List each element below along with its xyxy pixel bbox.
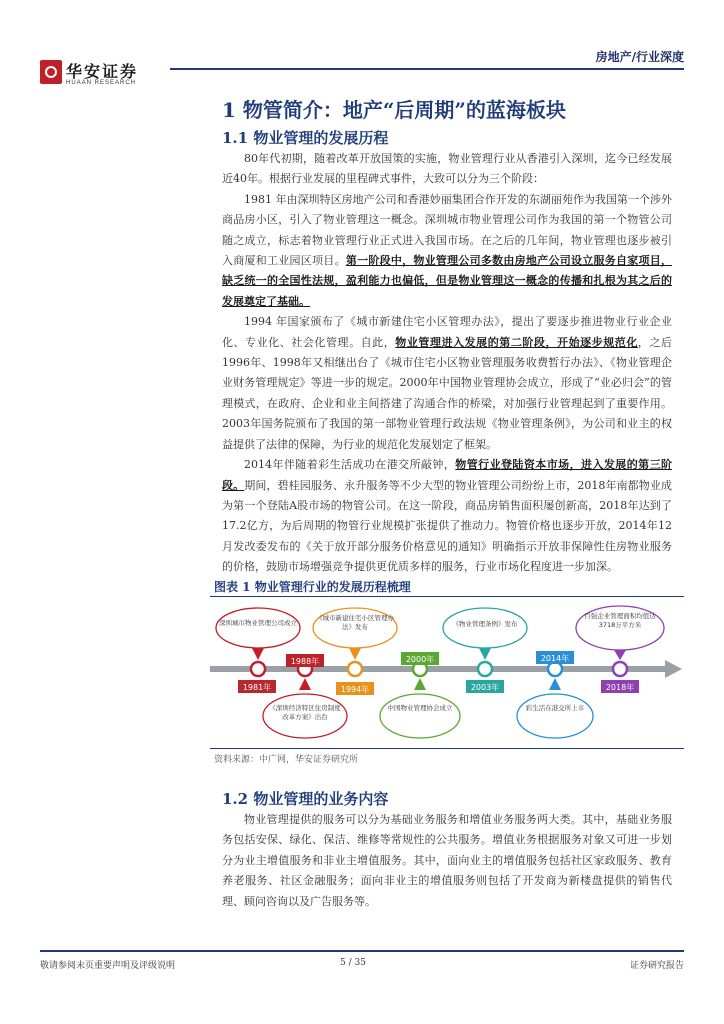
year-label: 2003年 xyxy=(470,683,500,692)
company-sub-name: HUAAN RESEARCH xyxy=(66,80,137,86)
pin-icon xyxy=(349,648,361,660)
event-label: 百强企业管理面积均值达3718万平方米 xyxy=(584,612,656,629)
event-label-wrap xyxy=(582,612,658,646)
event-label: 《物业管理条例》发布 xyxy=(452,620,518,628)
text-run: 1981 年由深圳特区房地产公司和香港妙丽集团合作开发的东湖丽苑作为我国第一个涉外商品房小区，引入了物业管理这一概念。深圳城市物业管理公司作为我国的第一个物管公司随之成立，标志着物业管理行业正式进入我国市场。在之后的几年间，物业管理也逐步被引入商厦和工业园区项目。 xyxy=(222,192,672,268)
paragraph: 物业管理提供的服务可以分为基础业务服务和增值业务服务两大类。其中，基础业务服务包括安保、绿化、保洁、维修等常规性的公共服务。增值业务根据服务对象又可进一步划分为业主增值服务和非业主增值服务。其中，面向业主的增值服务包括社区家政服务、教育养老服务、社区金融服务；面向非业主的增值服务则包括了开发商为新楼盘提供的销售代理、顾问咨询以及广告服务等。 xyxy=(222,813,672,908)
event-label: 《深圳经济特区住房制度改革方案》出台 xyxy=(269,704,341,721)
milestone-dot xyxy=(251,662,265,676)
emphasis-text: 物管行业登陆资本市场，进入发展的第三阶段。 xyxy=(222,458,672,492)
event-label: 中国物业管理协会成立 xyxy=(387,704,453,712)
section-1-2-body xyxy=(222,810,672,912)
figure-bottom-rule xyxy=(210,748,684,749)
figure-source: 资料来源：中广网，华安证券研究所 xyxy=(214,755,359,765)
header-divider xyxy=(170,68,684,70)
year-label: 2014年 xyxy=(540,654,570,663)
pin-icon xyxy=(479,648,491,660)
timeline-diagram xyxy=(210,600,684,746)
page-number: 5 / 35 xyxy=(340,958,366,968)
year-label: 2000年 xyxy=(405,655,435,664)
section-title-1-1: 1.1 物业管理的发展历程 xyxy=(222,129,389,147)
figure-title: 图表 1 物业管理行业的发展历程梳理 xyxy=(214,580,411,594)
timeline-bar xyxy=(210,666,665,672)
footer-disclaimer: 敬请参阅末页重要声明及评级说明 xyxy=(40,961,176,971)
text-run: 2014年伴随着彩生活成功在港交所敲钟， xyxy=(244,458,456,472)
section-title-1-2: 1.2 物业管理的业务内容 xyxy=(222,790,389,808)
event-label-wrap xyxy=(315,614,395,644)
chapter-title: 1 物管简介：地产“后周期”的蓝海板块 xyxy=(222,98,566,122)
milestone-dot xyxy=(478,662,492,676)
timeline-arrow-icon xyxy=(665,660,682,678)
emphasis-text: 第一阶段中，物业管理公司多数由房地产公司设立服务自家项目，缺乏统一的全国性法规，盈利能力也偏低，但是物业管理这一概念的传播和扎根为其之后的发展奠定了基础。 xyxy=(222,254,673,308)
event-label-wrap xyxy=(450,620,520,640)
pin-icon xyxy=(252,648,264,660)
milestone-dot xyxy=(348,662,362,676)
year-label: 1994年 xyxy=(340,685,370,694)
emphasis-text: 物业管理进入发展的第二阶段，开始逐步规范化 xyxy=(395,335,638,349)
event-label: 《城市新建住宅小区管理办法》发布 xyxy=(316,614,394,631)
pin-icon xyxy=(299,678,311,690)
year-label: 1981年 xyxy=(242,683,272,692)
footer-report-type: 证券研究报告 xyxy=(629,961,684,971)
company-logo-icon xyxy=(40,60,62,84)
event-label-wrap xyxy=(386,704,454,730)
figure-top-rule xyxy=(210,596,684,597)
text-run: 1994 年国家颁布了《城市新建住宅小区管理办法》，提出了要逐步推进物业行业企业化、专业化、社会化管理。自此， xyxy=(222,315,672,349)
year-label: 2018年 xyxy=(605,683,635,692)
paragraph xyxy=(222,455,672,577)
paragraph xyxy=(222,312,672,455)
pin-icon xyxy=(414,678,426,690)
event-bubble xyxy=(216,608,300,648)
event-label: 深圳城市物业管理公司成立 xyxy=(219,619,297,627)
text-run: 期间，碧桂园服务、永升服务等不少大型的物业管理公司纷纷上市，2018年南都物业成为第一个登陆A股市场的物管公司。在这一阶段，商品房销售面积屡创新高，2018年达到了17.2亿方，为后周期的物管行业规模扩张提供了推动力。物管价格也逐步开放，2014年12月发改委发布的《关于放开部分服务价格意见的通知》明确指示开放非保障性住房物业服务的价格，鼓励市场增强竞争提供更优质多样的服务，行业市场化程度进一步加深。 xyxy=(222,478,672,574)
paragraph xyxy=(222,190,672,312)
pin-icon xyxy=(614,650,626,660)
milestone-dot xyxy=(548,662,562,676)
section-1-1-body xyxy=(222,149,672,578)
report-section: 房地产/行业深度 xyxy=(595,50,684,64)
milestone-dot xyxy=(613,662,627,676)
text-run: ，之后1996年、1998年又相继出台了《城市住宅小区物业管理服务收费暂行办法》、《物业管理企业财务管理规定》等进一步的规定。2000年中国物业管理协会成立，形成了“业必归会”的管理模式，在政府、企业和业主间搭建了沟通合作的桥梁，对加强行业管理起到了重要作用。2003年国务院颁布了我国的第一部物业管理行政法规《物业管理条例》，为公司和业主的权益提供了法律的保障，为行业的规范化发展划定了框架。 xyxy=(222,335,673,451)
paragraph: 80年代初期，随着改革开放国策的实施，物业管理行业从香港引入深圳，迄今已经发展近40年。根据行业发展的里程碑式事件，大致可以分为三个阶段： xyxy=(222,152,672,186)
year-label: 1988年 xyxy=(290,657,320,666)
event-label-wrap xyxy=(524,704,586,730)
footer-divider xyxy=(40,950,684,952)
event-label-wrap xyxy=(268,704,342,730)
pin-icon xyxy=(549,678,561,690)
event-label: 彩生活在港交所上市 xyxy=(525,704,585,712)
company-name: 华安证券 xyxy=(66,62,139,81)
